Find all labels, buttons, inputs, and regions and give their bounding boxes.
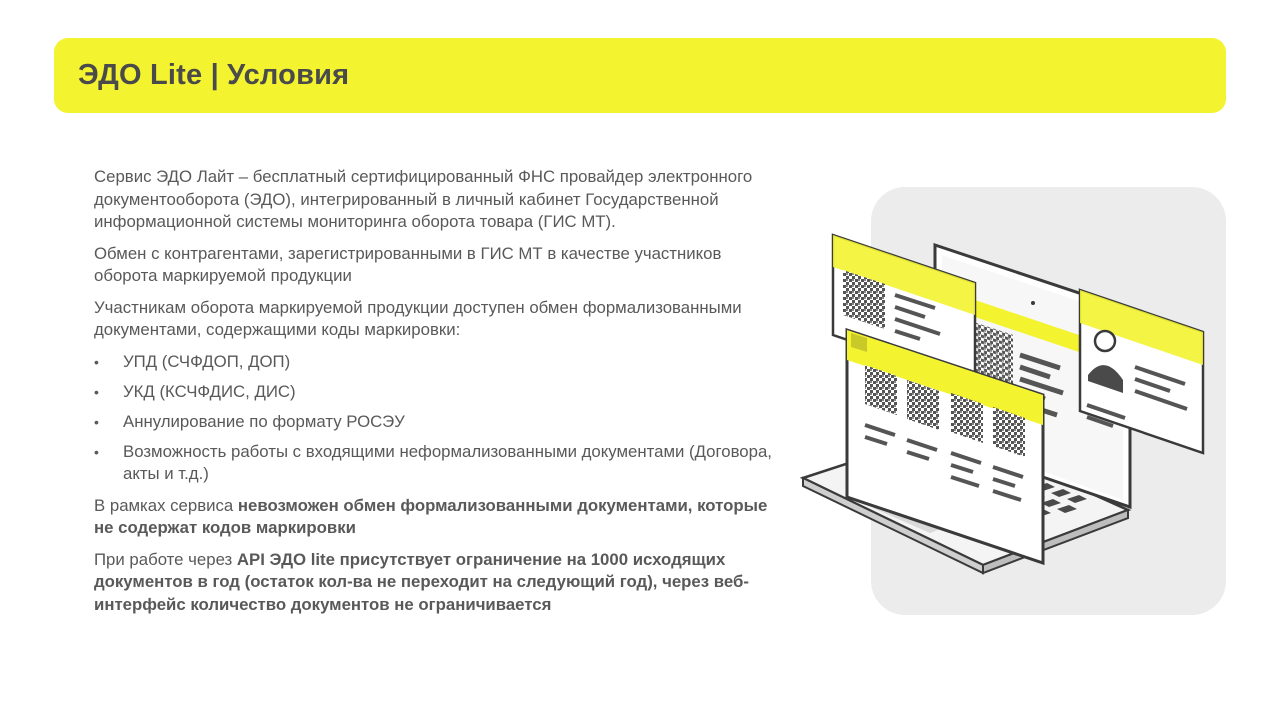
content-block	[94, 166, 784, 625]
paragraph-restriction	[94, 495, 784, 540]
laptop-with-documents-icon	[795, 225, 1215, 595]
paragraph-document-exchange: Участникам оборота маркируемой продукции доступен обмен формализованными документами, содержащими коды маркировки:	[94, 297, 742, 339]
list-item	[94, 351, 784, 374]
api-limit-bold: API ЭДО lite присутствует ограничение на 1000 исходящих документов в год (остаток кол-ва не переходит на следующий год), через веб-интерфейс количество документов не ограничивается	[94, 549, 749, 614]
paragraph-service-description: Сервис ЭДО Лайт – бесплатный сертифицированный ФНС провайдер электронного документооборота (ЭДО), интегрированный в личный кабинет Государственной информационной системы мониторинга оборота товара (ГИС МТ).	[94, 167, 753, 231]
list-item	[94, 411, 784, 434]
restriction-prefix: В рамках сервиса	[94, 495, 238, 515]
bullet-icon: •	[94, 353, 99, 370]
bullet-icon: •	[94, 443, 99, 460]
document-types-list	[94, 351, 784, 486]
list-item-text: Аннулирование по формату РОСЭУ	[123, 411, 405, 431]
page-title: ЭДО Lite | Условия	[78, 59, 350, 91]
title-bar	[54, 38, 1226, 113]
list-item	[94, 441, 784, 486]
list-item-text: Возможность работы с входящими неформализованными документами (Договора, акты и т.д.)	[123, 441, 772, 483]
bullet-icon: •	[94, 413, 99, 430]
restriction-bold: невозможен обмен формализованными документами, которые не содержат кодов маркировки	[94, 495, 768, 537]
list-item-text: УПД (СЧФДОП, ДОП)	[123, 351, 291, 371]
paragraph-counterparties: Обмен с контрагентами, зарегистрированными в ГИС МТ в качестве участников оборота маркируемой продукции	[94, 243, 722, 285]
list-item-text: УКД (КСЧФДИС, ДИС)	[123, 381, 296, 401]
paragraph-api-limit	[94, 549, 784, 617]
bullet-icon: •	[94, 383, 99, 400]
list-item	[94, 381, 784, 404]
api-limit-prefix: При работе через	[94, 549, 237, 569]
